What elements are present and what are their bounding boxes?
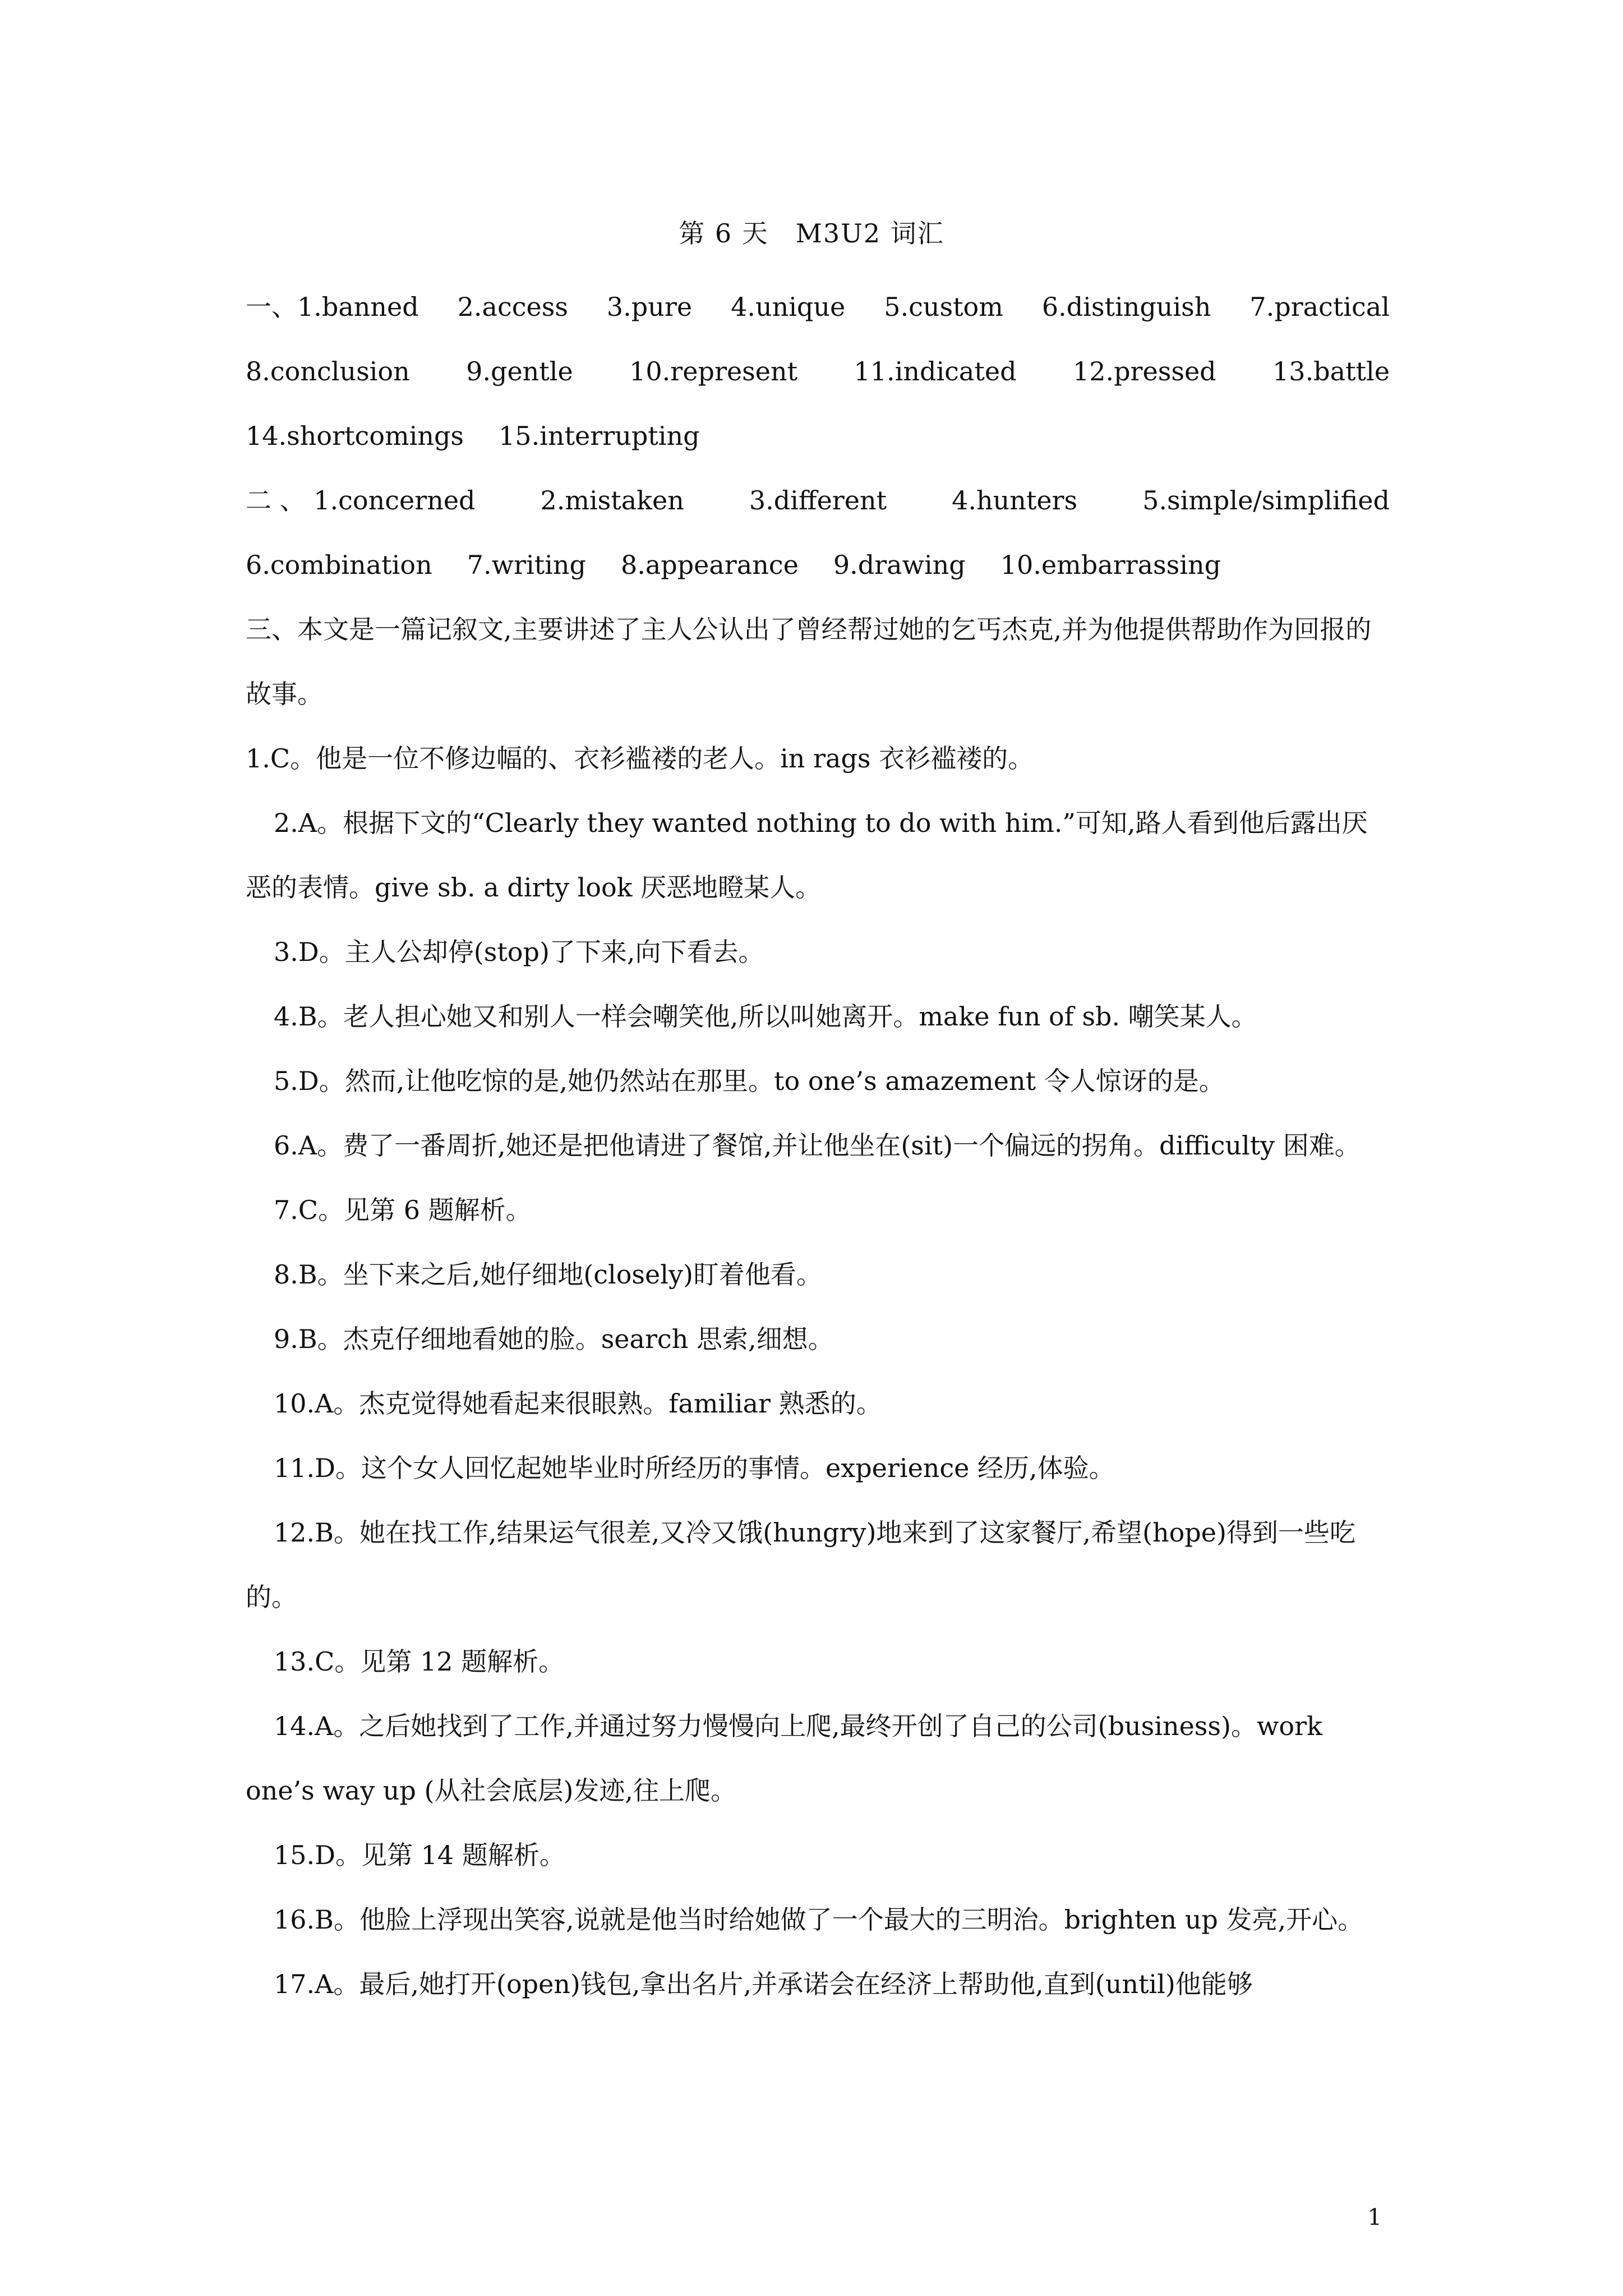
- vocab-item: 4.unique: [731, 292, 846, 322]
- section2-line1: [246, 468, 1390, 533]
- answer-item: 2.A。根据下文的“Clearly they wanted nothing to do with him.”可知,路人看到他后露出厌恶的表情。give sb. a dirty look 厌恶地瞪某人。: [246, 808, 1368, 903]
- section-label: 一、: [246, 292, 297, 322]
- vocab-item: 一、1.banned: [246, 292, 419, 322]
- answer-item: 12.B。她在找工作,结果运气很差,又冷又饿(hungry)地来到了这家餐厅,希望(hope)得到一些吃的。: [246, 1517, 1355, 1612]
- page-number: 1: [1367, 2205, 1382, 2230]
- vocab-item: 7.writing: [467, 550, 586, 580]
- vocab-item: 6.distinguish: [1041, 292, 1211, 322]
- vocab-item: 10.embarrassing: [1000, 550, 1221, 580]
- section2-line2: [246, 533, 1390, 597]
- answer-item: 15.D。见第 14 题解析。: [274, 1840, 565, 1870]
- vocab-item: 3.different: [749, 485, 887, 516]
- section1-line2: [246, 339, 1390, 404]
- answer-item: 6.A。费了一番周折,她还是把他请进了餐馆,并让他坐在(sit)一个偏远的拐角。difficulty 困难。: [274, 1130, 1361, 1161]
- vocab-item: 8.appearance: [620, 550, 799, 580]
- answer-item: 7.C。见第 6 题解析。: [274, 1195, 532, 1225]
- section3-intro: 三、本文是一篇记叙文,主要讲述了主人公认出了曾经帮过她的乞丐杰克,并为他提供帮助作为回报的故事。: [246, 614, 1372, 709]
- answer-item: 11.D。这个女人回忆起她毕业时所经历的事情。experience 经历,体验。: [274, 1453, 1115, 1483]
- vocab-item: 8.conclusion: [246, 356, 410, 386]
- answer-item: 4.B。老人担心她又和别人一样会嘲笑他,所以叫她离开。make fun of sb. 嘲笑某人。: [274, 1001, 1257, 1032]
- vocab-item: 14.shortcomings: [246, 421, 464, 451]
- vocab-item: 9.gentle: [466, 356, 573, 386]
- answer-item: 8.B。坐下来之后,她仔细地(closely)盯着他看。: [274, 1259, 822, 1290]
- vocab-item: 7.practical: [1249, 292, 1390, 322]
- section1-line3: [246, 404, 1390, 468]
- vocab-item: 2.mistaken: [540, 485, 684, 516]
- vocab-item: 10.represent: [629, 356, 798, 386]
- answer-item: 5.D。然而,让他吃惊的是,她仍然站在那里。to one’s amazement 令人惊讶的是。: [274, 1066, 1225, 1096]
- section1-line1: [246, 275, 1390, 339]
- answer-item: 9.B。杰克仔细地看她的脸。search 思索,细想。: [274, 1324, 834, 1354]
- vocab-item: 13.battle: [1272, 356, 1390, 386]
- vocab-item: 6.combination: [246, 550, 432, 580]
- vocab-item: 2.access: [457, 292, 568, 322]
- vocab-item: 4.hunters: [952, 485, 1078, 516]
- answer-item: 17.A。最后,她打开(open)钱包,拿出名片,并承诺会在经济上帮助他,直到(until)他能够: [274, 1969, 1253, 1999]
- vocab-item: 12.pressed: [1072, 356, 1216, 386]
- answer-item: 10.A。杰克觉得她看起来很眼熟。familiar 熟悉的。: [274, 1388, 882, 1419]
- page-title: 第 6 天 M3U2 词汇: [679, 218, 944, 249]
- vocab-item: 5.custom: [884, 292, 1003, 322]
- answer-item: 13.C。见第 12 题解析。: [274, 1646, 565, 1677]
- answer-item: 14.A。之后她找到了工作,并通过努力慢慢向上爬,最终开创了自己的公司(business)。work one’s way up (从社会底层)发迹,往上爬。: [246, 1711, 1322, 1806]
- vocab-item: 9.drawing: [833, 550, 966, 580]
- section-label: 二 、: [246, 485, 306, 516]
- answer-item: 3.D。主人公却停(stop)了下来,向下看去。: [274, 937, 764, 967]
- vocab-item: 3.pure: [606, 292, 693, 322]
- answer-item: 1.C。他是一位不修边幅的、衣衫褴褛的老人。in rags 衣衫褴褛的。: [246, 743, 1034, 774]
- vocab-item: 15.interrupting: [499, 421, 700, 451]
- answer-item: 16.B。他脸上浮现出笑容,说就是他当时给她做了一个最大的三明治。brighten up 发亮,开心。: [274, 1904, 1364, 1935]
- vocab-item: 二 、 1.concerned: [246, 485, 476, 516]
- vocab-item: 5.simple/simplified: [1142, 485, 1390, 516]
- document-body: [246, 275, 1390, 2017]
- vocab-item: 11.indicated: [854, 356, 1017, 386]
